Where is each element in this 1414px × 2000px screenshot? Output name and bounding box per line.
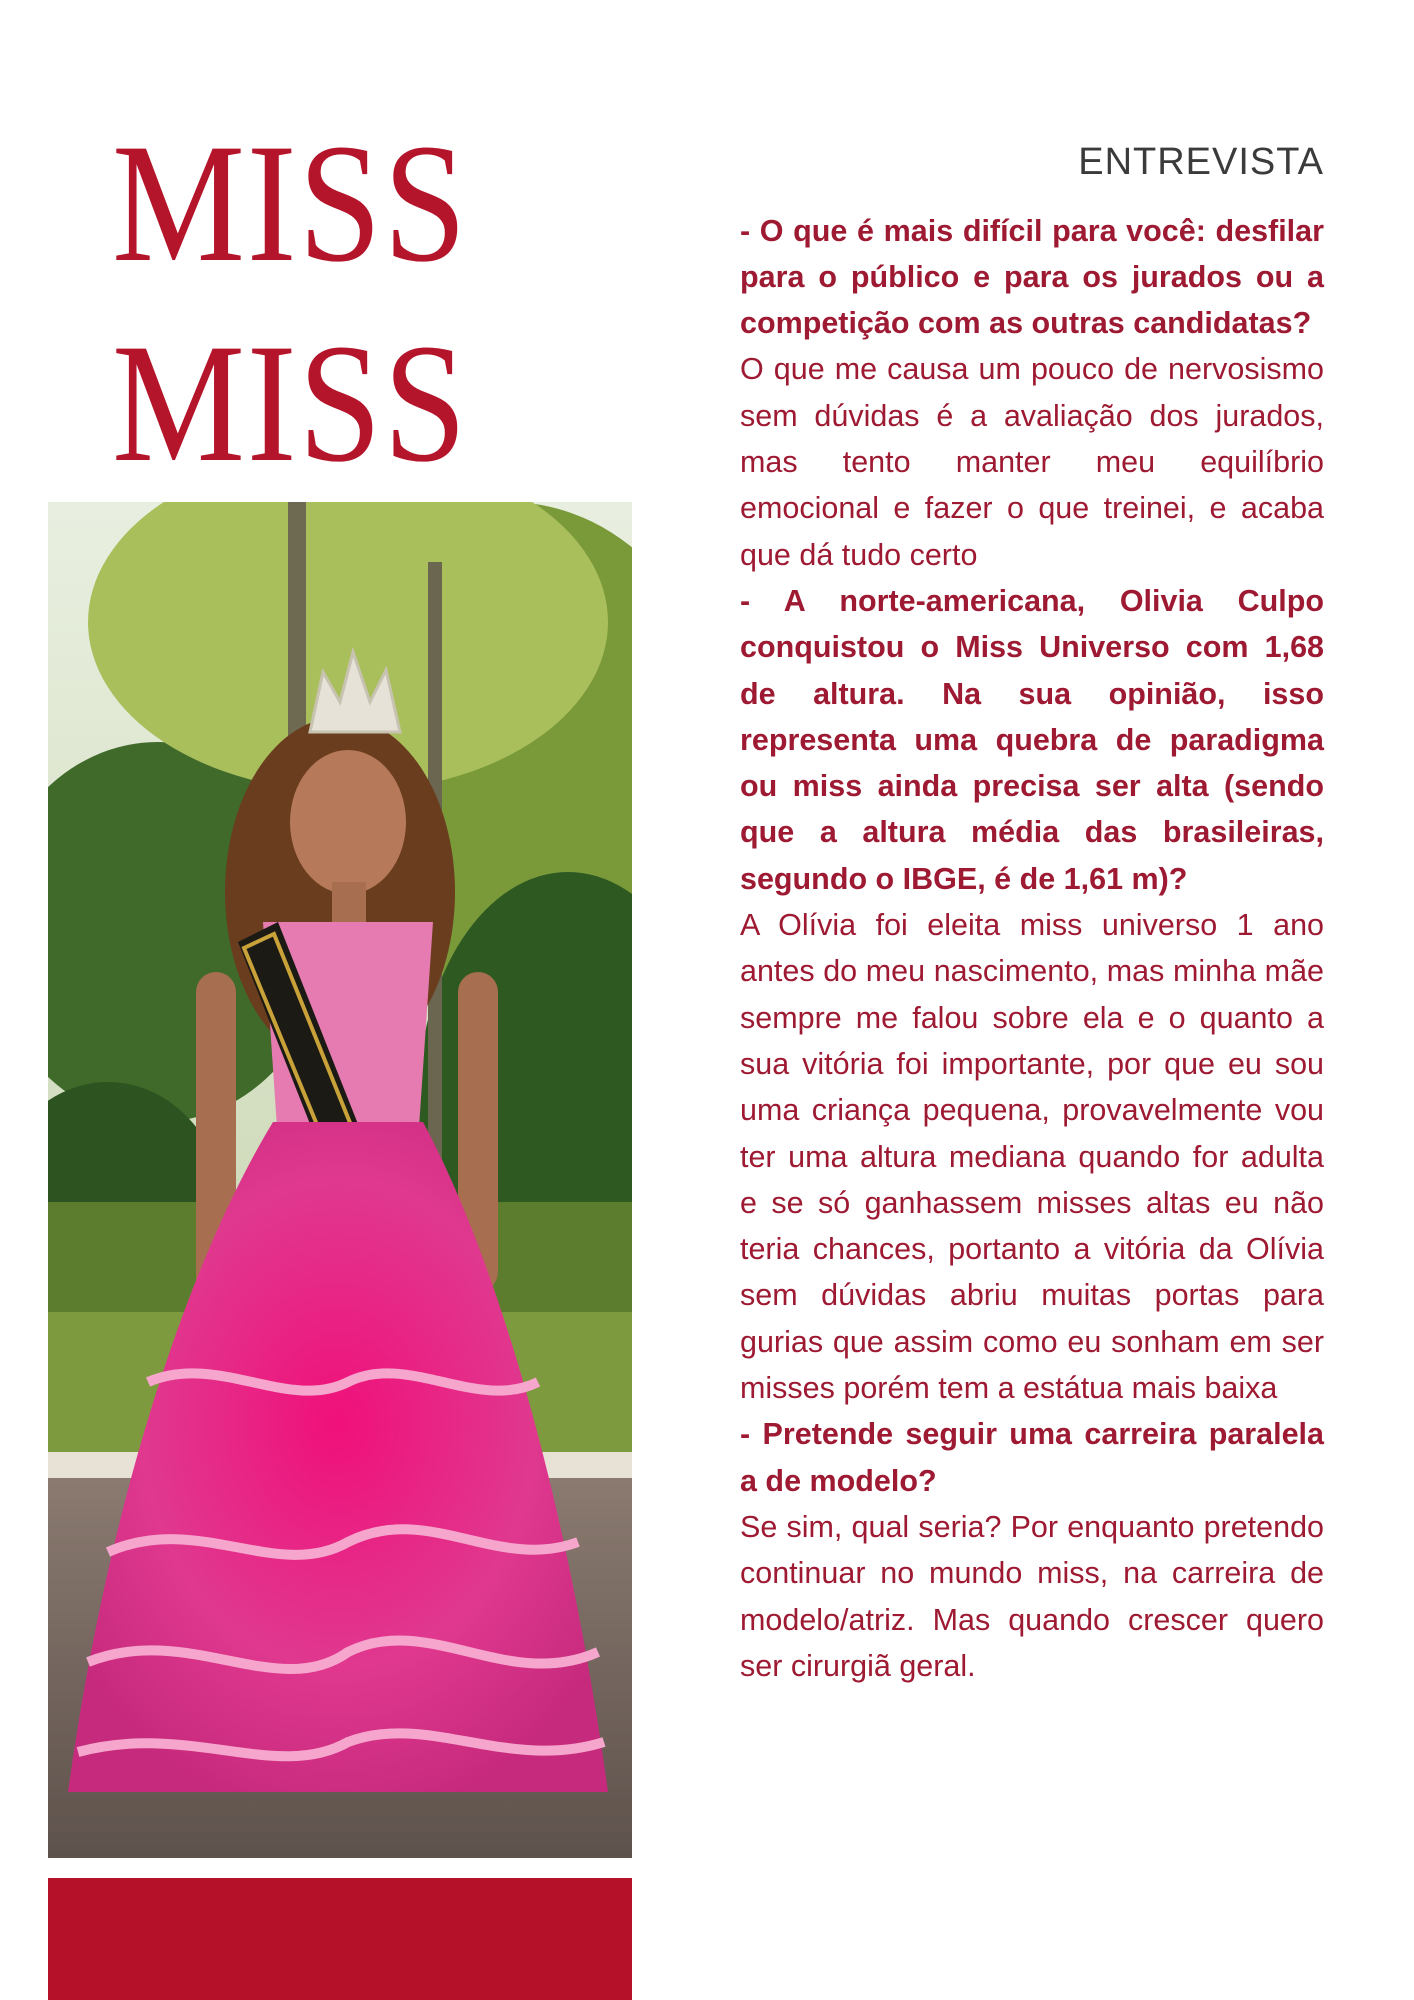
interview-question-1: - O que é mais difícil para você: desfilar para o público e para os jurados ou a competição com as outras candidatas? xyxy=(740,213,1324,341)
interview-answer-3: Se sim, qual seria? Por enquanto pretendo continuar no mundo miss, na carreira de modelo/atriz. Mas quando crescer quero ser cirurgiã geral. xyxy=(740,1509,1324,1683)
page-title-line-2: MISS xyxy=(112,309,469,497)
page-title-line-1: MISS xyxy=(112,109,469,297)
interview-question-3: - Pretende seguir uma carreira paralela a de modelo? xyxy=(740,1417,1324,1498)
section-label: ENTREVISTA xyxy=(1078,141,1324,183)
interview-answer-1: O que me causa um pouco de nervosismo sem dúvidas é a avaliação dos jurados, mas tento manter meu equilíbrio emocional e fazer o que treinei, e acaba que dá tudo certo xyxy=(740,352,1324,572)
interview-question-2: - A norte-americana, Olivia Culpo conquistou o Miss Universo com 1,68 de altura. Na sua opinião, isso representa uma quebra de paradigma ou miss ainda precisa ser alta (sendo que a altura média das brasileiras, segundo o IBGE, é de 1,61 m)? xyxy=(740,583,1324,896)
decorative-red-bar xyxy=(48,1878,632,2000)
interview-article xyxy=(740,130,1324,1689)
photo-girl-pink-gown-icon xyxy=(48,502,632,1858)
featured-photo xyxy=(48,502,632,1858)
interview-answer-2: A Olívia foi eleita miss universo 1 ano antes do meu nascimento, mas minha mãe sempre me falou sobre ela e o quanto a sua vitória foi importante, por que eu sou uma criança pequena, provavelmente vou ter uma altura mediana quando for adulta e se só ganhassem misses altas eu não teria chances, portanto a vitória da Olívia sem dúvidas abriu muitas portas para gurias que assim como eu sonham em ser misses porém tem a estátua mais baixa xyxy=(740,908,1324,1406)
